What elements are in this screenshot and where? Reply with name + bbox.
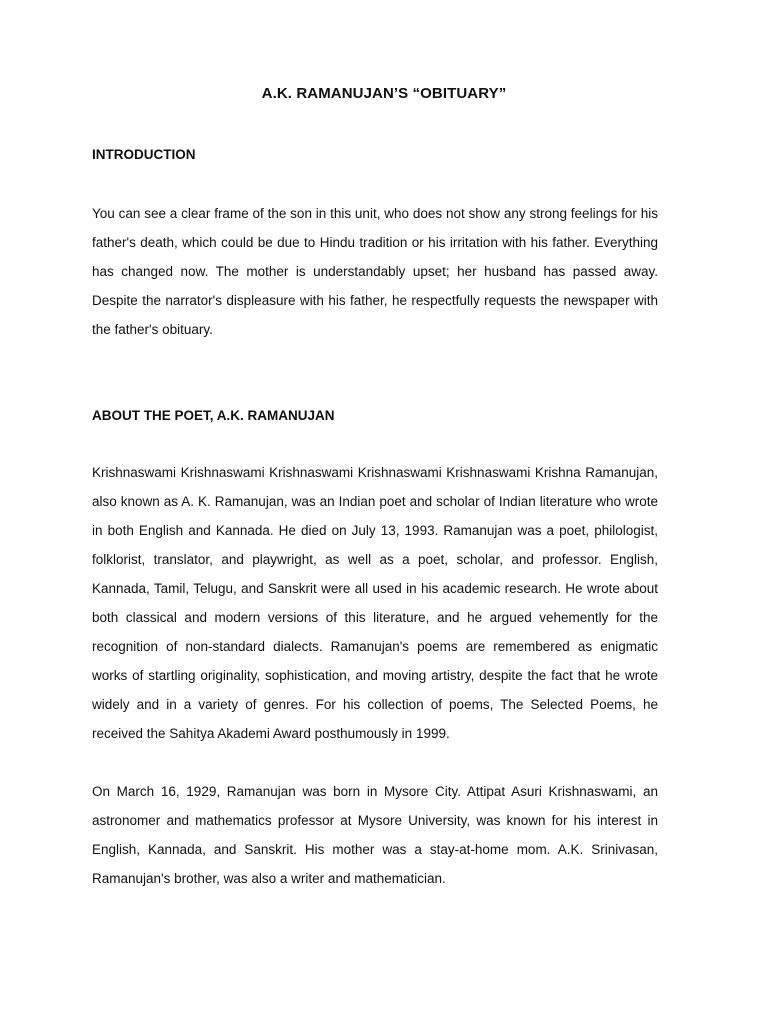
section-heading-about-poet: ABOUT THE POET, A.K. RAMANUJAN [92,408,335,423]
about-poet-paragraph-1: Krishnaswami Krishnaswami Krishnaswami Krishnaswami Krishnaswami Krishna Ramanujan, also known as A. K. Ramanujan, was an Indian poet and scholar of Indian literature who wrote in both English and Kannada. He died on July 13, 1993. Ramanujan was a poet, philologist, folklorist, translator, and playwright, as well as a poet, scholar, and professor. English, Kannada, Tamil, Telugu, and Sanskrit were all used in his academic research. He wrote about both classical and modern versions of this literature, and he argued vehemently for the recognition of non-standard dialects. Ramanujan's poems are remembered as enigmatic works of startling originality, sophistication, and moving artistry, despite the fact that he wrote widely and in a variety of genres. For his collection of poems, The Selected Poems, he received the Sahitya Akademi Award posthumously in 1999. [92,465,658,741]
introduction-paragraph: You can see a clear frame of the son in this unit, who does not show any strong feelings for his father's death, which could be due to Hindu tradition or his irritation with his father. Everything has changed now. The mother is understandably upset; her husband has passed away. Despite the narrator's displeasure with his father, he respectfully requests the newspaper with the father's obituary. [92,206,658,337]
page-title: A.K. RAMANUJAN’S “OBITUARY” [261,85,507,102]
section-heading-introduction: INTRODUCTION [92,147,196,162]
about-poet-paragraph-2: On March 16, 1929, Ramanujan was born in Mysore City. Attipat Asuri Krishnaswami, an astronomer and mathematics professor at Mysore University, was known for his interest in English, Kannada, and Sanskrit. His mother was a stay-at-home mom. A.K. Srinivasan, Ramanujan's brother, was also a writer and mathematician. [92,784,658,886]
